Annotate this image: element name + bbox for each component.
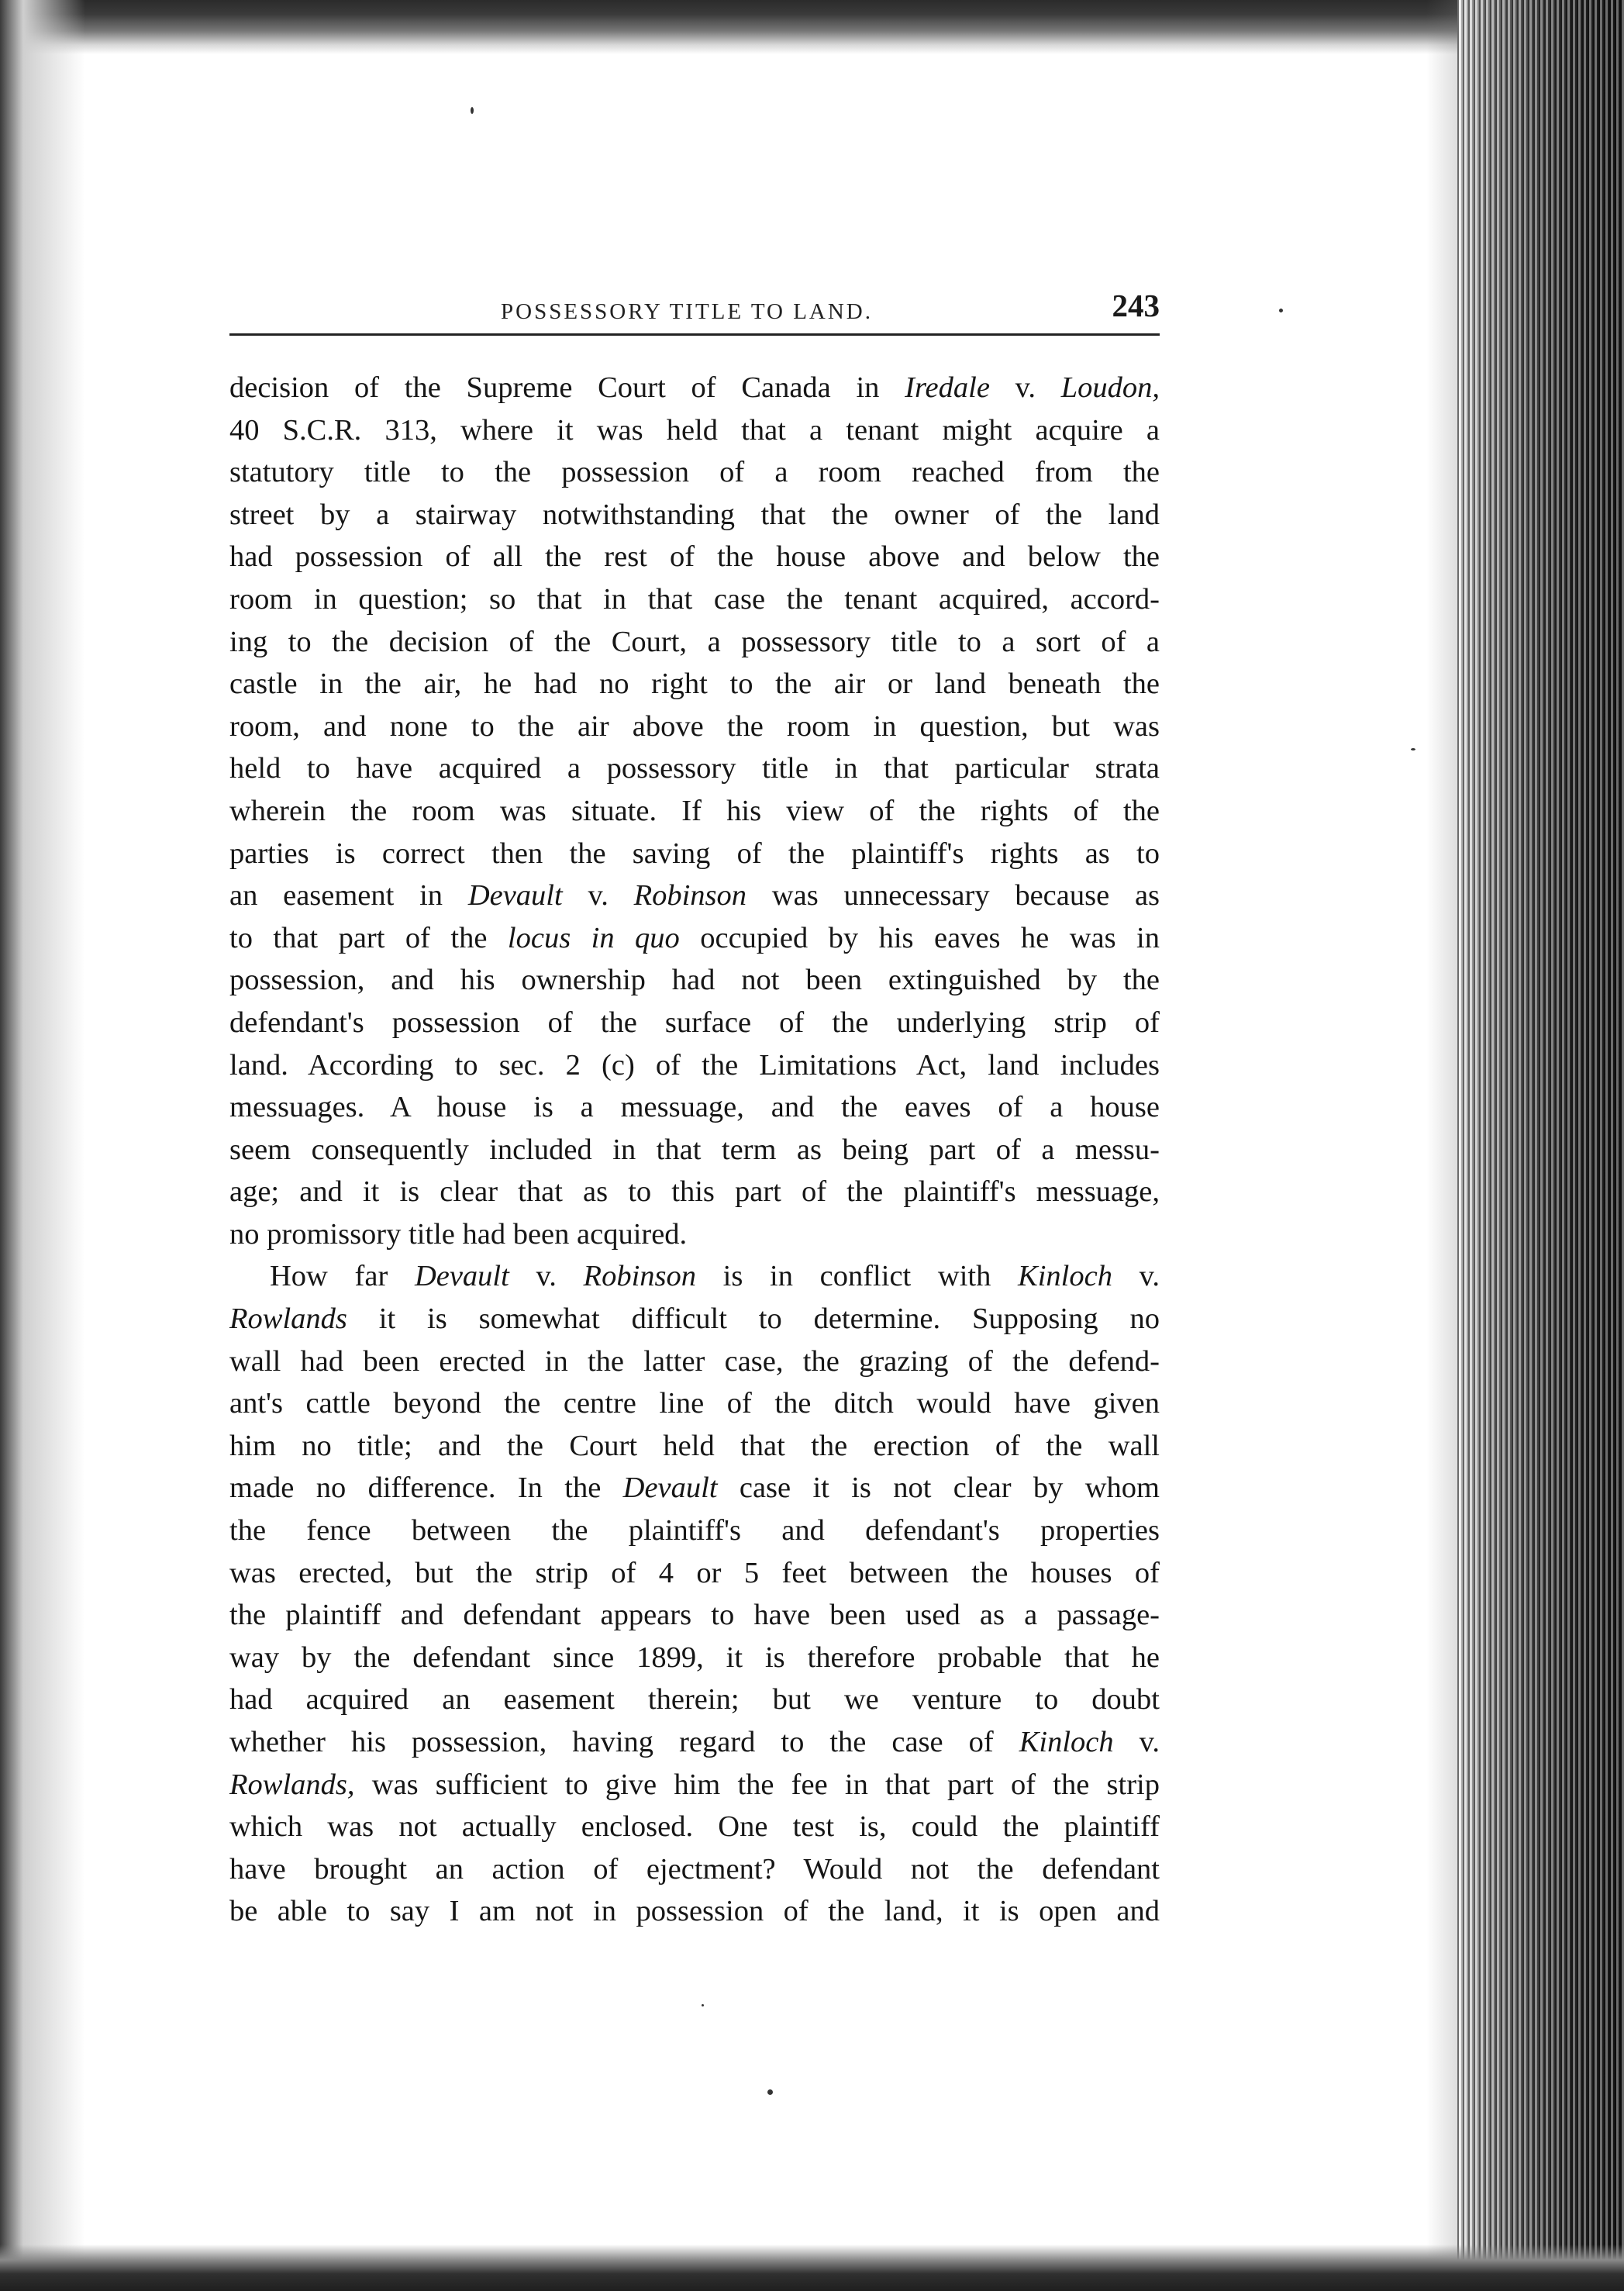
text-segment: Devault bbox=[622, 1472, 718, 1505]
text-segment: castle in the air, he had no right to the air or land beneath the bbox=[229, 668, 1160, 701]
text-segment: had possession of all the rest of the house above and below the bbox=[229, 540, 1160, 574]
text-segment: room in question; so that in that case the tenant acquired, accord- bbox=[229, 582, 1160, 616]
text-line bbox=[229, 833, 1160, 875]
text-segment: wall had been erected in the latter case, the grazing of the defend- bbox=[229, 1344, 1160, 1378]
text-segment: Robinson bbox=[633, 879, 747, 913]
text-segment: How far bbox=[270, 1260, 415, 1293]
text-segment: was unnecessary because as bbox=[746, 879, 1160, 913]
text-segment: occupied by his eaves he was in bbox=[679, 921, 1160, 954]
text-line bbox=[229, 1510, 1160, 1552]
text-line bbox=[229, 1298, 1160, 1340]
text-line bbox=[229, 1552, 1160, 1595]
text-segment: have brought an action of ejectment? Would not the defendant bbox=[229, 1852, 1160, 1886]
text-segment: land. According to sec. 2 (c) of the Limitations Act, land includes bbox=[229, 1048, 1160, 1082]
book-page bbox=[229, 287, 1160, 1933]
scan-border-bottom bbox=[0, 2244, 1624, 2291]
text-segment: whether his possession, having regard to the case of bbox=[229, 1726, 1019, 1758]
text-segment: made no difference. In the bbox=[229, 1472, 623, 1505]
ink-speck bbox=[1279, 309, 1283, 312]
text-segment: street by a stairway notwithstanding that the owner of the land bbox=[229, 498, 1160, 531]
text-segment: held to have acquired a possessory title in that particular strata bbox=[229, 752, 1160, 785]
text-segment: no promissory title had been acquired. bbox=[229, 1217, 688, 1251]
text-segment: Devault bbox=[467, 879, 563, 913]
text-segment: v. bbox=[1113, 1726, 1160, 1758]
text-segment: Rowlands, bbox=[229, 1768, 355, 1801]
text-segment: wherein the room was situate. If his view of the rights of the bbox=[229, 794, 1160, 827]
text-line bbox=[229, 409, 1160, 452]
text-line bbox=[229, 1594, 1160, 1637]
text-line bbox=[229, 1086, 1160, 1129]
text-segment: was erected, but the strip of 4 or 5 feet between the houses of bbox=[229, 1556, 1160, 1589]
text-line bbox=[229, 1890, 1160, 1933]
text-segment: Kinloch bbox=[1018, 1260, 1112, 1293]
text-line bbox=[229, 959, 1160, 1002]
text-segment: Kinloch bbox=[1019, 1726, 1114, 1758]
text-segment: v. bbox=[562, 879, 634, 913]
text-line bbox=[229, 1848, 1160, 1891]
text-line bbox=[229, 663, 1160, 706]
text-segment: age; and it is clear that as to this part of the plaintiff's messuage, bbox=[229, 1175, 1160, 1209]
page-number: 243 bbox=[1112, 288, 1160, 323]
text-line bbox=[229, 875, 1160, 917]
ink-speck bbox=[1411, 748, 1415, 750]
text-line bbox=[229, 1637, 1160, 1679]
text-segment: it is somewhat difficult to determine. Supposing no bbox=[347, 1302, 1160, 1336]
text-segment: the fence between the plaintiff's and defendant's properties bbox=[229, 1514, 1160, 1547]
text-line bbox=[229, 1171, 1160, 1213]
text-segment: an easement in bbox=[229, 879, 468, 913]
text-line bbox=[229, 1213, 1160, 1256]
text-segment: Rowlands bbox=[229, 1302, 347, 1336]
text-segment: the plaintiff and defendant appears to have been used as a passage- bbox=[229, 1599, 1160, 1632]
text-line bbox=[229, 621, 1160, 664]
scan-border-top bbox=[0, 0, 1624, 54]
text-line bbox=[229, 1467, 1160, 1510]
text-line bbox=[229, 367, 1160, 409]
text-segment: was sufficient to give him the fee in that part of the strip bbox=[354, 1768, 1160, 1801]
text-line bbox=[229, 1002, 1160, 1044]
page-edges-stack bbox=[1457, 0, 1624, 2291]
text-segment: Devault bbox=[414, 1260, 509, 1293]
text-line bbox=[229, 1425, 1160, 1468]
text-line bbox=[229, 1340, 1160, 1383]
text-line bbox=[229, 1679, 1160, 1721]
text-line bbox=[229, 494, 1160, 537]
text-line bbox=[229, 1721, 1160, 1764]
text-segment: room, and none to the air above the room in question, but was bbox=[229, 709, 1160, 743]
text-segment: decision of the Supreme Court of Canada in bbox=[229, 371, 905, 404]
text-segment: had acquired an easement therein; but we venture to doubt bbox=[229, 1683, 1160, 1717]
ink-speck bbox=[767, 2089, 773, 2095]
ink-speck bbox=[702, 2004, 704, 2006]
text-segment: case it is not clear by whom bbox=[717, 1472, 1160, 1505]
text-segment: to that part of the bbox=[229, 921, 508, 954]
scan-border-left bbox=[0, 0, 85, 2291]
text-segment: statutory title to the possession of a room reached from the bbox=[229, 456, 1160, 489]
text-line bbox=[229, 706, 1160, 748]
text-segment: Robinson bbox=[583, 1260, 696, 1293]
text-segment: way by the defendant since 1899, it is therefore probable that he bbox=[229, 1641, 1160, 1674]
text-line bbox=[229, 536, 1160, 578]
text-segment: parties is correct then the saving of the plaintiff's rights as to bbox=[229, 837, 1160, 870]
text-segment: ing to the decision of the Court, a possessory title to a sort of a bbox=[229, 625, 1160, 658]
text-line bbox=[229, 1764, 1160, 1806]
text-segment: possession, and his ownership had not been extinguished by the bbox=[229, 964, 1160, 997]
text-segment: defendant's possession of the surface of the underlying strip of bbox=[229, 1006, 1160, 1039]
text-segment: locus in quo bbox=[507, 921, 680, 954]
text-line bbox=[229, 790, 1160, 833]
text-line bbox=[229, 917, 1160, 960]
text-line bbox=[229, 1129, 1160, 1171]
text-line bbox=[229, 747, 1160, 790]
text-line bbox=[229, 1806, 1160, 1848]
running-header bbox=[229, 287, 1160, 336]
text-segment: him no title; and the Court held that the erection of the wall bbox=[229, 1429, 1160, 1462]
ink-speck bbox=[471, 107, 474, 114]
text-line bbox=[229, 1382, 1160, 1425]
text-segment: Loudon, bbox=[1060, 371, 1160, 404]
text-segment: ant's cattle beyond the centre line of the ditch would have given bbox=[229, 1387, 1160, 1420]
text-segment: be able to say I am not in possession of the land, it is open and bbox=[229, 1895, 1160, 1928]
running-title: POSSESSORY TITLE TO LAND. bbox=[501, 299, 873, 324]
text-line bbox=[229, 1255, 1160, 1298]
text-line bbox=[229, 451, 1160, 494]
text-segment: which was not actually enclosed. One test is, could the plaintiff bbox=[229, 1810, 1160, 1844]
body-text bbox=[229, 367, 1160, 1933]
text-segment: messuages. A house is a messuage, and the eaves of a house bbox=[229, 1091, 1160, 1124]
text-segment: v. bbox=[509, 1260, 584, 1293]
text-segment: v. bbox=[1112, 1260, 1160, 1293]
text-segment: Iredale bbox=[905, 371, 990, 404]
text-line bbox=[229, 578, 1160, 621]
text-segment: is in conflict with bbox=[696, 1260, 1019, 1293]
binding-shadow bbox=[1426, 0, 1457, 2291]
text-segment: 40 S.C.R. 313, where it was held that a tenant might acquire a bbox=[229, 413, 1160, 447]
text-segment: seem consequently included in that term as being part of a messu- bbox=[229, 1133, 1160, 1166]
text-segment: v. bbox=[989, 371, 1061, 404]
text-line bbox=[229, 1044, 1160, 1087]
